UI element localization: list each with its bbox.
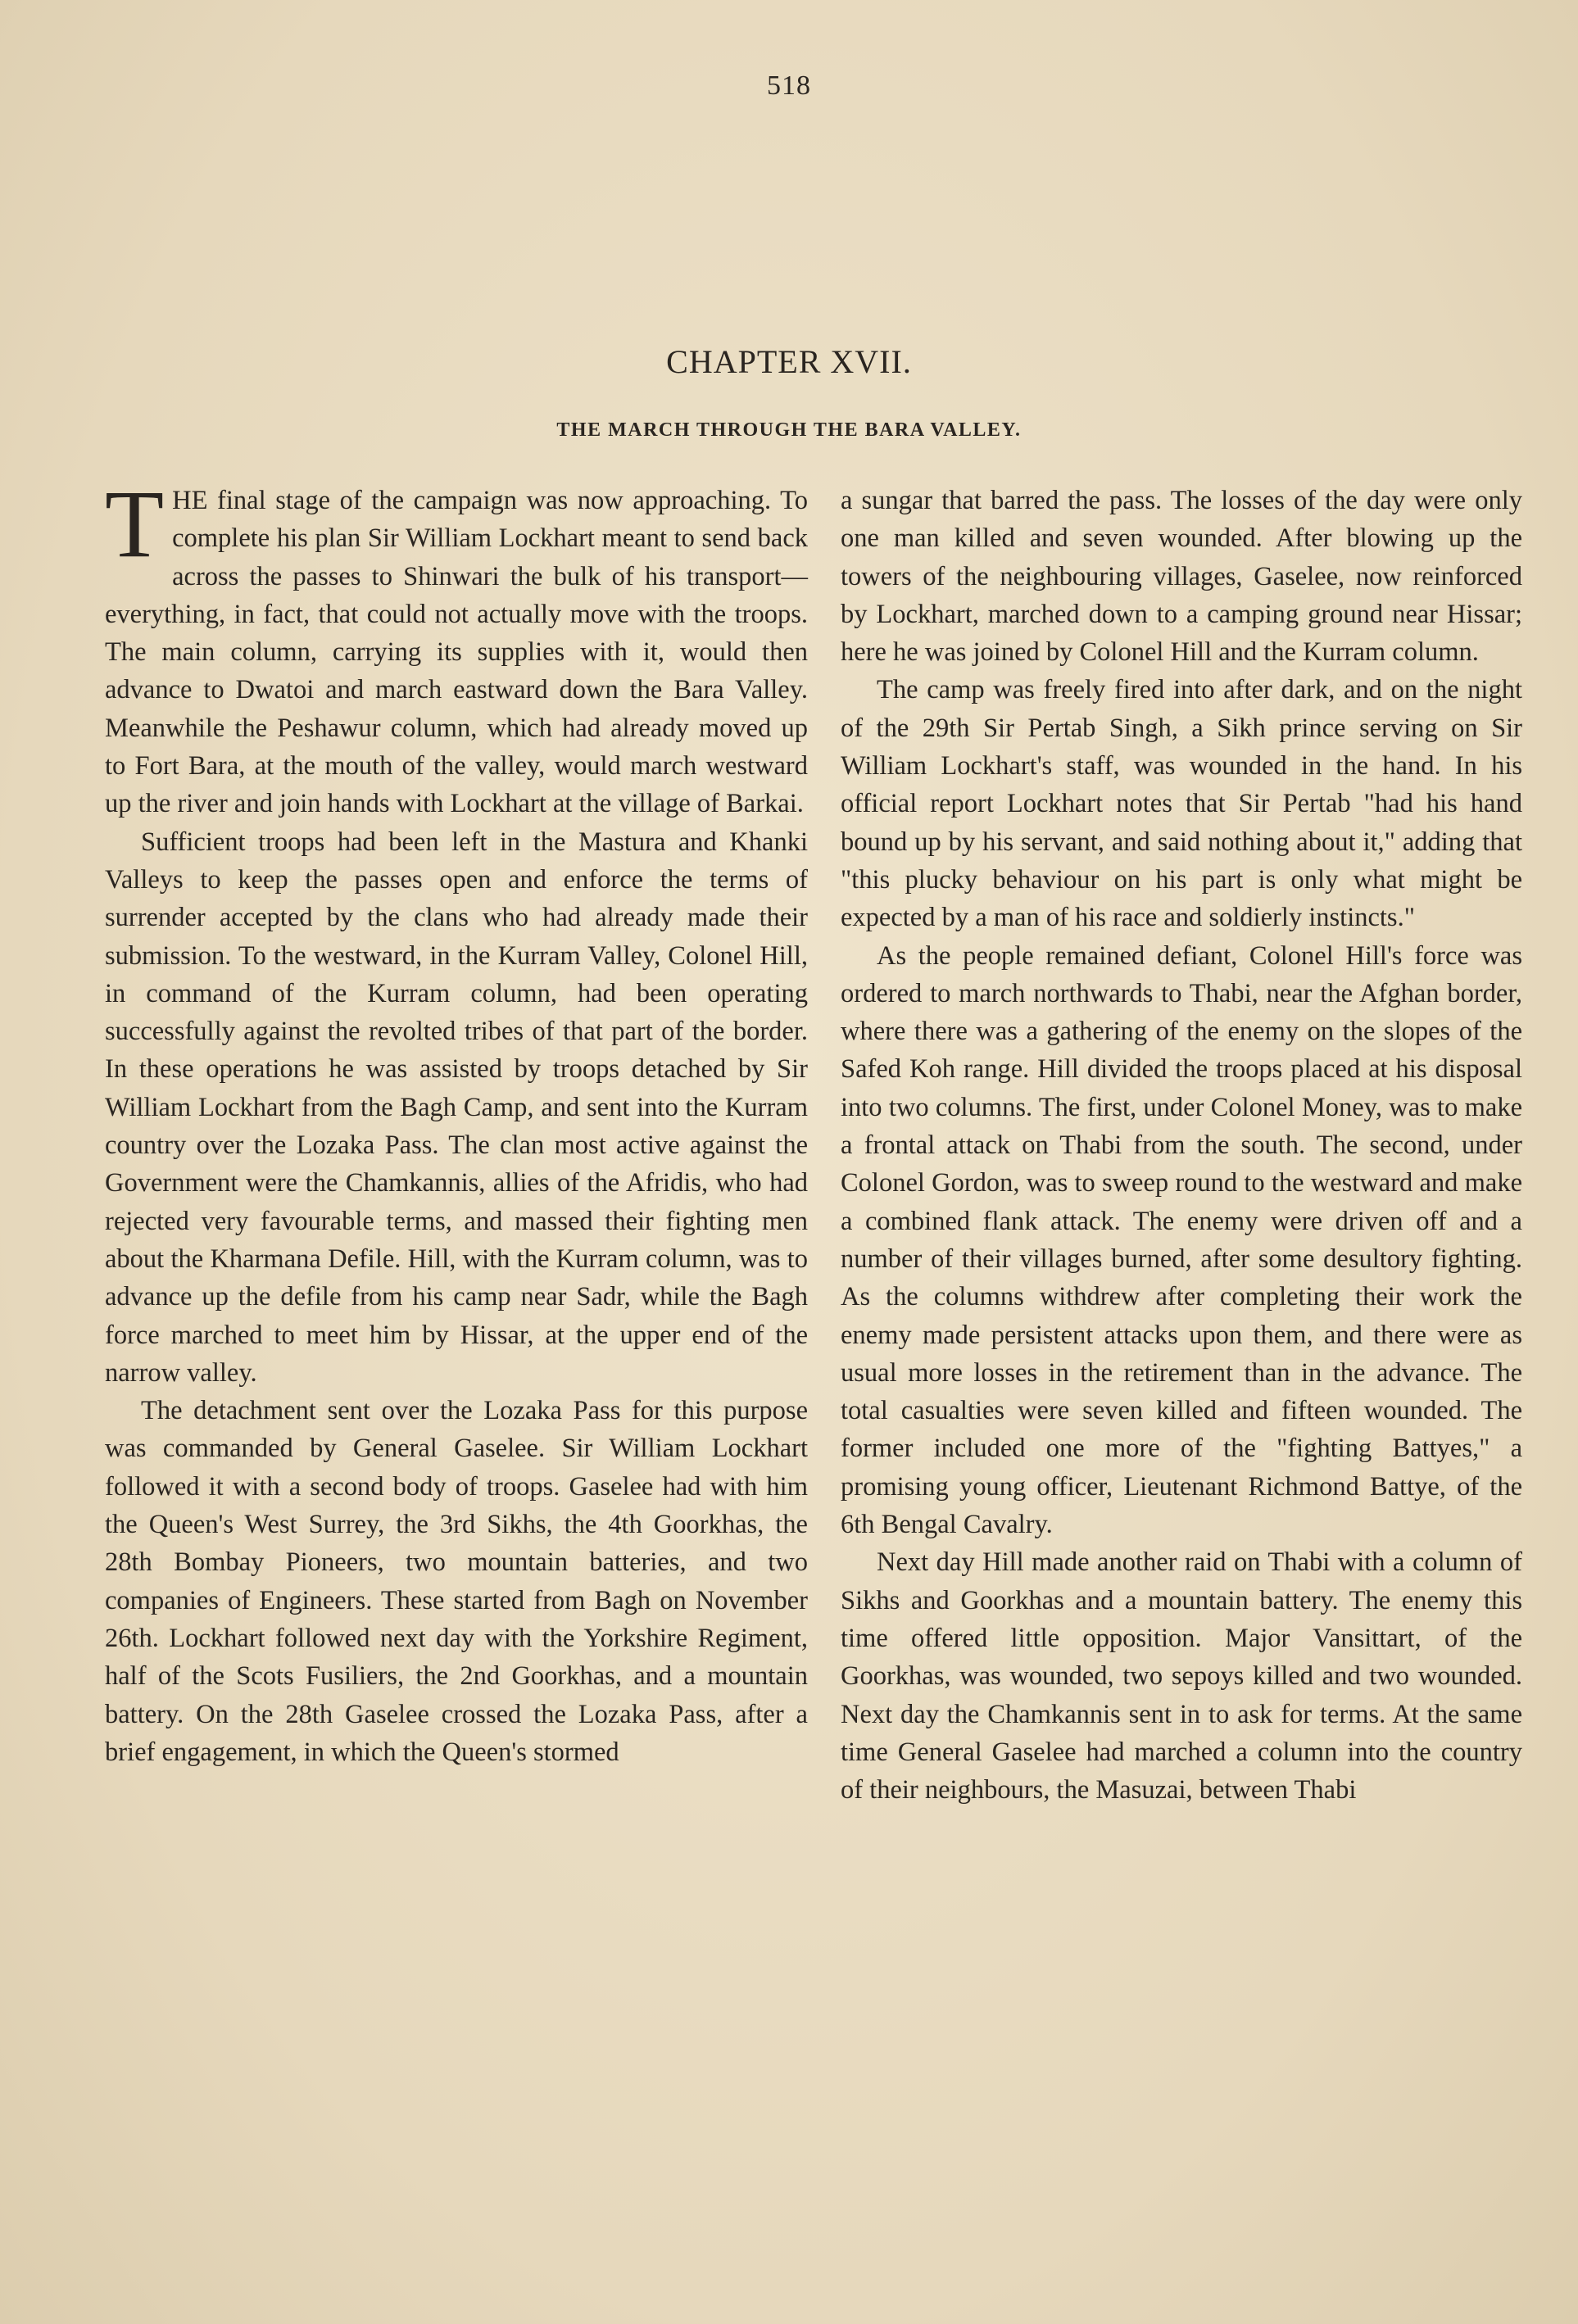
paragraph: As the people remained defiant, Colonel Hill's force was ordered to march northwards to Thabi, near the Afghan border, where there was a gathering of the enemy on the slopes of the Safed Koh range. Hill divided the troops placed at his disposal into two columns. The first, under Colonel Money, was to make a frontal attack on Thabi from the south. The second, under Colonel Gordon, was to sweep round to the westward and make a combined flank attack. The enemy were driven off and a number of their villages burned, after some desultory fighting. As the columns withdrew after completing their work the enemy made persistent attacks upon them, and there were as usual more losses in the retirement than in the advance. The total casualties were seven killed and fifteen wounded. The former included one more of the "fighting Battyes," a promising young officer, Lieutenant Richmond Battye, of the 6th Bengal Cavalry.	[841, 940, 1522, 1540]
right-column	[841, 482, 1522, 1809]
paragraph: The detachment sent over the Lozaka Pass for this purpose was commanded by General Gaselee. Sir William Lockhart followed it with a second body of troops. Gaselee had with him the Queen's West Surrey, the 3rd Sikhs, the 4th Goorkhas, the 28th Bombay Pioneers, two mountain batteries, and two companies of Engineers. These started from Bagh on November 26th. Lockhart followed next day with the Yorkshire Regiment, half of the Scots Fusiliers, the 2nd Goorkhas, and a mountain battery. On the 28th Gaselee crossed the Lozaka Pass, after a brief engagement, in which the Queen's stormed	[105, 1396, 808, 1767]
chapter-subtitle: THE MARCH THROUGH THE BARA VALLEY.	[556, 419, 1022, 441]
left-column	[105, 470, 808, 1771]
drop-cap: T	[105, 470, 165, 578]
paragraph	[105, 470, 808, 823]
paragraph: Next day Hill made another raid on Thabi with a column of Sikhs and Goorkhas and a mountain battery. The enemy this time offered little opposition. Major Vansittart, of the Goorkhas, was wounded, two sepoys killed and two wounded. Next day the Chamkannis sent in to ask for terms. At the same time General Gaselee had marched a column into the country of their neighbours, the Masuzai, between Thabi	[841, 1547, 1522, 1805]
page-number: 518	[767, 70, 811, 101]
paragraph: Sufficient troops had been left in the Mastura and Khanki Valleys to keep the passes open and enforce the terms of surrender accepted by the clans who had already made their submission. To the westward, in the Kurram Valley, Colonel Hill, in command of the Kurram column, had been operating successfully against the revolted tribes of that part of the border. In these operations he was assisted by troops detached by Sir William Lockhart from the Bagh Camp, and sent into the Kurram country over the Lozaka Pass. The clan most active against the Government were the Chamkannis, allies of the Afridis, who had rejected very favourable terms, and massed their fighting men about the Kharmana Defile. Hill, with the Kurram column, was to advance up the defile from his camp near Sadr, while the Bagh force marched to meet him by Hissar, at the upper end of the narrow valley.	[105, 827, 808, 1388]
chapter-title: CHAPTER XVII.	[666, 343, 912, 380]
paragraph-text: HE final stage of the campaign was now approaching. To complete his plan Sir William Lockhart meant to send back across the passes to Shinwari the bulk of his transport—everything, in fact, that could not actually move with the troops. The main column, carrying its supplies with it, would then advance to Dwatoi and march eastward down the Bara Valley. Meanwhile the Peshawur column, which had already moved up to Fort Bara, at the mouth of the valley, would march westward up the river and join hands with Lockhart at the village of Barkai.	[105, 486, 808, 819]
paragraph: a sungar that barred the pass. The losses of the day were only one man killed and seven wounded. After blowing up the towers of the neighbouring villages, Gaselee, now reinforced by Lockhart, marched down to a camping ground near Hissar; here he was joined by Colonel Hill and the Kurram column.	[841, 486, 1522, 668]
paragraph: The camp was freely fired into after dark, and on the night of the 29th Sir Pertab Singh, a Sikh prince serving on Sir William Lockhart's staff, was wounded in the hand. In his official report Lockhart notes that Sir Pertab "had his hand bound up by his servant, and said nothing about it," adding that "this plucky behaviour on his part is only what might be expected by a man of his race and soldierly instincts."	[841, 675, 1522, 933]
